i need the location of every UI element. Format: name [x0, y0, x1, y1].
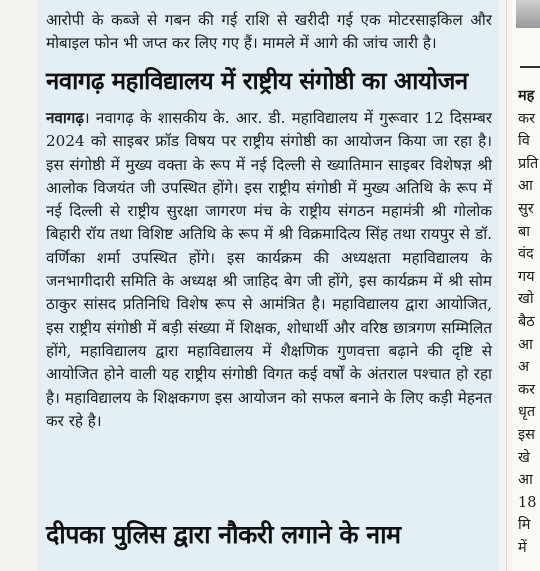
right-column-line-fragment: बैठ: [518, 313, 535, 330]
section-rule: [520, 66, 540, 68]
main-column: [38, 0, 499, 571]
right-column-line-fragment: बा: [518, 223, 531, 240]
column-divider: [506, 0, 507, 571]
right-column-line-fragment: वि: [518, 133, 530, 150]
article-headline: नवागढ़ महाविद्यालय में राष्ट्रीय संगोष्ठी का आयोजन: [46, 67, 468, 95]
article-body: [46, 107, 492, 433]
article-body-text: । नवागढ़ के शासकीय के. आर. डी. महाविद्यालय में गुरूवार 12 दिसम्बर 2024 को साइबर फ्रॉड विषय पर राष्ट्रीय संगोष्ठी का आयोजन किया जा रहा है। इस संगोष्ठी में मुख्य वक्ता के रूप में नई दिल्ली से ख्यातिमान साइबर विशेषज्ञ श्री आलोक विजयंत जी उपस्थित होंगे। इस राष्ट्रीय संगोष्ठी में मुख्य अतिथि के रूप में नई दिल्ली से राष्ट्रीय सुरक्षा जागरण मंच के राष्ट्रीय संगठन महामंत्री श्री गोलोक बिहारी रॉय तथा विशिष्ट अतिथि के रूप में श्री विक्रमादित्य सिंह तथा रायपुर से डॉ. वर्णिका शर्मा उपस्थित होंगे। इस कार्यक्रम की अध्यक्षता महाविद्यालय के जनभागीदारी समिति के अध्यक्ष श्री जाहिद बेग जी होंगे, इस कार्यक्रम में श्री सोम ठाकुर सांसद प्रतिनिधि विशेष रूप से आमंत्रित है। महाविद्यालय द्वारा आयोजित, इस राष्ट्रीय संगोष्ठी में बड़ी संख्या में शिक्षक, शोधार्थी और वरिष्ठ छात्रगण सम्मिलित होंगे, महाविद्यालय द्वारा महाविद्यालय में शैक्षणिक गुणवत्ता बढ़ाने की दृष्टि से आयोजित होने वाली यह राष्ट्रीय संगोष्ठी विगत कई वर्षों के अंतराल पश्चात हो रहा है। महाविद्यालय के शिक्षकगण इस आयोजन को सफल बनाने के लिए कड़ी मेहनत कर रहे है।: [46, 109, 492, 430]
right-column-line-fragment: आ: [518, 336, 533, 353]
lead-paragraph: आरोपी के कब्जे से गबन की गई राशि से खरीदी गई एक मोटरसाइकिल और मोबाइल फोन भी जप्त कर लिए गए हैं। मामले में आगे की जांच जारी है।: [46, 11, 492, 53]
right-column-line-fragment: धृत: [518, 404, 536, 421]
right-column-line-fragment: आ: [518, 472, 533, 489]
right-column-line-fragment: मि: [518, 517, 531, 534]
right-column-heading-fragment: मह: [518, 87, 535, 104]
right-column-line-fragment: खे: [518, 449, 530, 466]
right-column-line-fragment: आ: [518, 178, 533, 195]
next-article-headline: दीपका पुलिस द्वारा नौकरी लगाने के नाम: [46, 520, 401, 549]
right-column-line-fragment: गय: [518, 268, 535, 285]
right-column-line-fragment: 18: [518, 494, 537, 511]
photo-thumbnail: [516, 0, 540, 28]
right-column-line-fragment: कर: [518, 381, 536, 398]
right-column-line-fragment: वंद: [518, 246, 534, 263]
dateline: नवागढ़: [46, 109, 84, 127]
right-column-text: [518, 85, 540, 559]
right-column-line-fragment: अ: [518, 359, 530, 376]
right-column-line-fragment: प्रति: [518, 155, 539, 172]
right-column-line-fragment: इस: [518, 426, 535, 443]
right-column-line-fragment: खो: [518, 291, 534, 308]
right-column-line-fragment: कर: [518, 110, 536, 127]
right-column-line-fragment: सुर: [518, 200, 534, 217]
right-column-line-fragment: में: [518, 539, 527, 556]
